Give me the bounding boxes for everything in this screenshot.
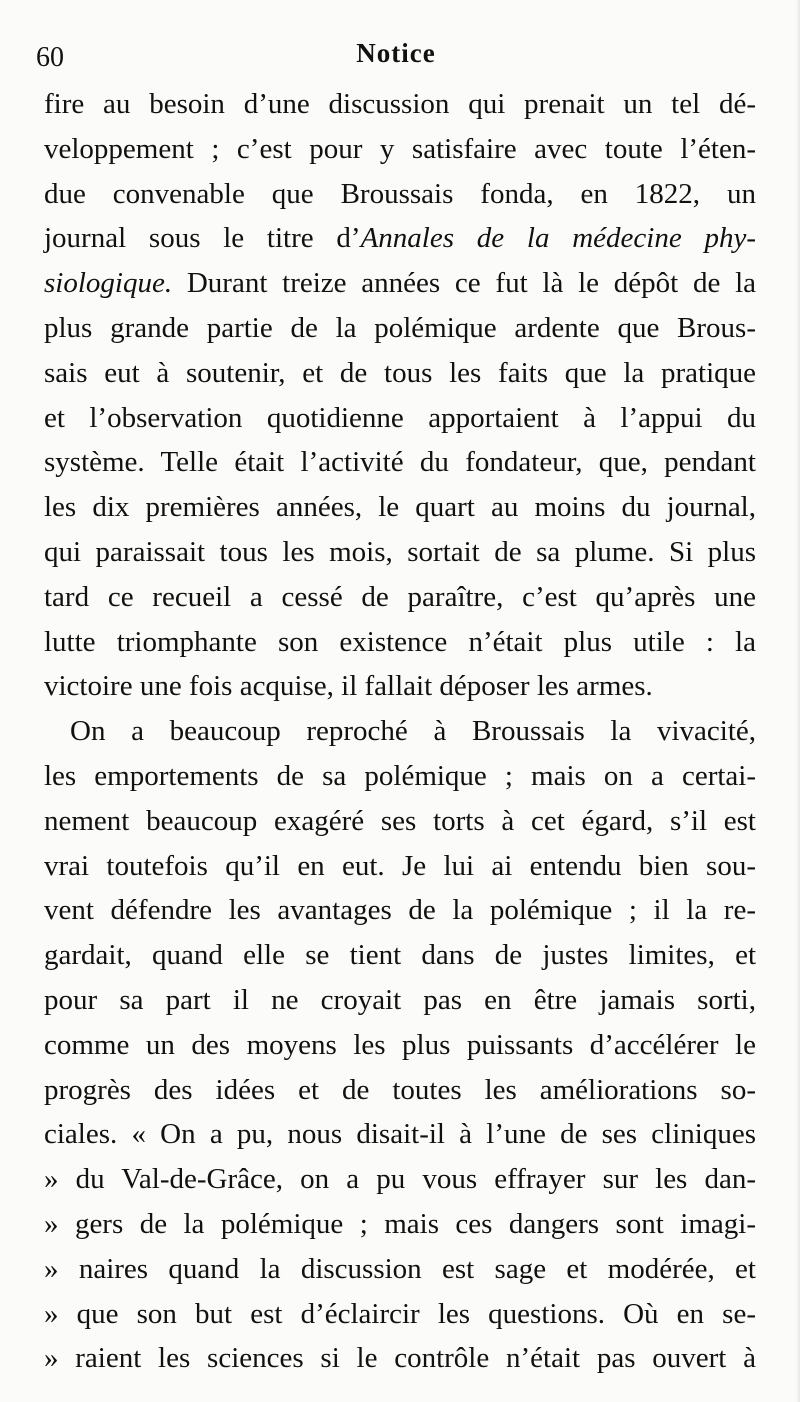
text-line xyxy=(44,261,756,306)
text-segment: journal sous le titre d’ xyxy=(44,222,361,255)
text-line: tard ce recueil a cessé de paraître, c’est qu’après une xyxy=(44,580,756,613)
text-line: les emportements de sa polémique ; mais on a certai- xyxy=(44,759,756,792)
text-line: les dix premières années, le quart au moins du journal, xyxy=(44,491,756,524)
text-segment: Durant treize années ce fut là le dépôt de la xyxy=(172,267,756,300)
page-header xyxy=(36,38,756,78)
text-line: qui paraissait tous les mois, sortait de sa plume. Si plus xyxy=(44,535,756,568)
running-head: Notice xyxy=(356,38,436,68)
text-line: » naires quand la discussion est sage et modérée, et xyxy=(44,1252,756,1285)
paragraph xyxy=(44,82,756,709)
text-line: nement beaucoup exagéré ses torts à cet égard, s’il est xyxy=(44,804,756,837)
text-line: système. Telle était l’activité du fondateur, que, pendant xyxy=(44,446,756,479)
text-line: gardait, quand elle se tient dans de justes limites, et xyxy=(44,939,756,972)
text-line: victoire une fois acquise, il fallait déposer les armes. xyxy=(44,670,653,703)
text-line: fire au besoin d’une discussion qui prenait un tel dé- xyxy=(44,88,756,120)
text-line: ciales. « On a pu, nous disait-il à l’une de ses cliniques xyxy=(44,1118,756,1151)
text-line: » raient les sciences si le contrôle n’était pas ouvert à xyxy=(44,1342,756,1375)
page-number: 60 xyxy=(36,42,64,73)
text-line: plus grande partie de la polémique ardente que Brous- xyxy=(44,311,756,344)
italic-title: siologique. xyxy=(44,267,173,300)
text-line: due convenable que Broussais fonda, en 1822, un xyxy=(44,177,756,210)
text-line: sais eut à soutenir, et de tous les faits que la pratique xyxy=(44,356,756,389)
text-line: » que son but est d’éclaircir les questions. Où en se- xyxy=(44,1297,756,1330)
text-line: vrai toutefois qu’il en eut. Je lui ai entendu bien sou- xyxy=(44,849,756,882)
text-line: et l’observation quotidienne apportaient à l’appui du xyxy=(44,401,756,434)
text-line xyxy=(44,216,756,261)
text-line: lutte triomphante son existence n’était plus utile : la xyxy=(44,625,756,658)
text-line: veloppement ; c’est pour y satisfaire avec toute l’éten- xyxy=(44,132,756,165)
text-line: progrès des idées et de toutes les améliorations so- xyxy=(44,1073,756,1106)
paragraph xyxy=(44,709,756,1381)
page-edge-shadow xyxy=(796,0,800,1402)
body-text xyxy=(44,82,756,1381)
text-line: On a beaucoup reproché à Broussais la vivacité, xyxy=(70,715,756,748)
text-line: vent défendre les avantages de la polémique ; il la re- xyxy=(44,894,756,927)
text-line: pour sa part il ne croyait pas en être jamais sorti, xyxy=(44,983,756,1016)
text-line: comme un des moyens les plus puissants d’accélérer le xyxy=(44,1028,756,1061)
italic-title: Annales de la médecine phy- xyxy=(360,222,756,255)
text-line: » gers de la polémique ; mais ces dangers sont imagi- xyxy=(44,1207,756,1240)
text-line: » du Val-de-Grâce, on a pu vous effrayer sur les dan- xyxy=(44,1163,756,1196)
